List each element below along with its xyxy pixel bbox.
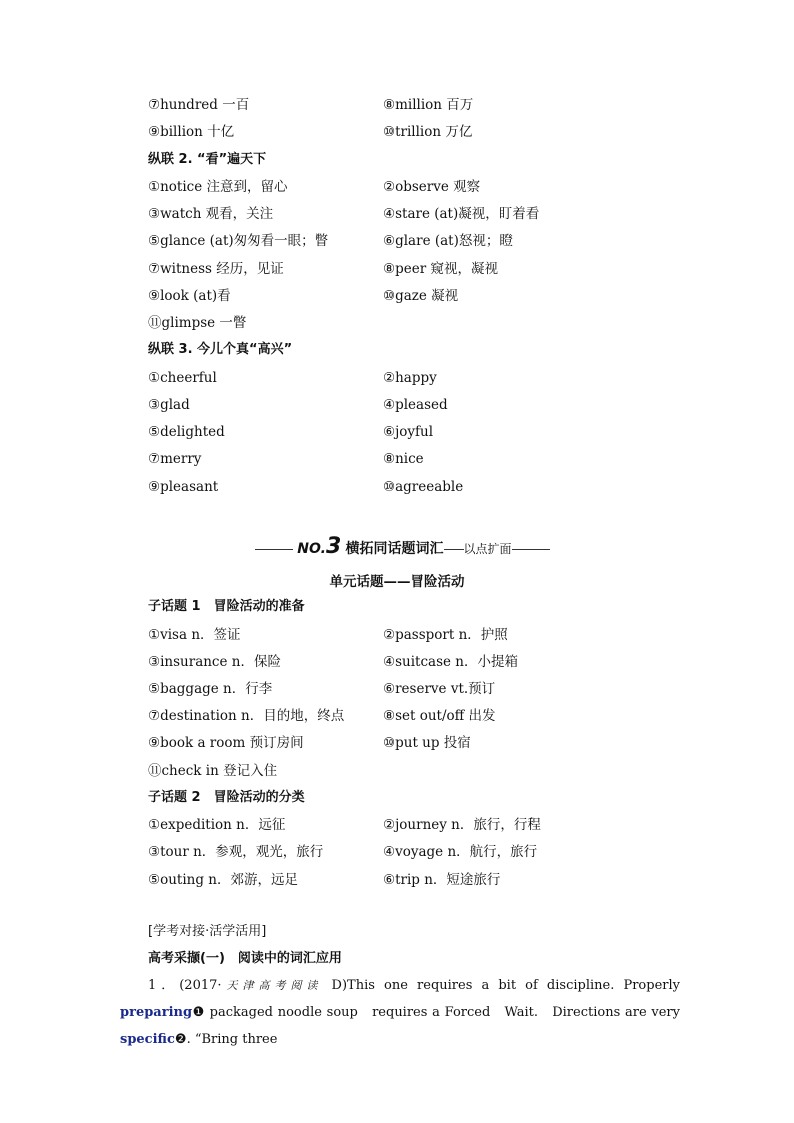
group-heading: 纵联 2. “看”遍天下 [148,152,267,167]
vocab-item: ②happy [383,370,437,386]
vocab-item: ⑧million 百万 [383,97,474,113]
vocab-item: ①expedition n．远征 [148,817,286,833]
vocab-row [148,679,688,699]
vocab-row [148,286,688,306]
divider [512,549,550,550]
vocab-item: ④voyage n．航行，旅行 [383,844,538,860]
vocab-row [148,652,688,672]
vocab-row [148,625,688,645]
vocab-item: ⑦hundred 一百 [148,97,250,113]
vocab-item: ⑤delighted [148,424,225,440]
vocab-item: ⑪check in 登记入住 [148,763,278,779]
divider [255,549,293,550]
vocab-item: ②observe 观察 [383,179,481,195]
subtopic-heading: 子话题 1 冒险活动的准备 [148,599,305,614]
vocab-row [148,477,688,497]
vocab-row [148,761,688,781]
divider [444,549,464,550]
vocab-row [148,259,688,279]
passage-source: 天津高考阅读 [221,979,323,992]
vocab-item: ③glad [148,397,190,413]
gaokao-heading: 高考采撷(一) 阅读中的词汇应用 [148,951,342,966]
vocab-item: ⑨look (at)看 [148,288,231,304]
vocab-row [148,368,688,388]
subtopic-heading: 子话题 2 冒险活动的分类 [148,790,305,805]
vocab-item: ⑧nice [383,451,424,467]
vocab-item: ①visa n．签证 [148,627,241,643]
vocab-row [148,395,688,415]
vocab-row [148,313,688,333]
passage-text: packaged noodle soup requires a Forced Wait. Directions are very [204,1005,680,1020]
marker-badge: ❶ [192,1005,205,1020]
vocab-item: ⑨billion 十亿 [148,124,235,140]
vocab-item: ⑩put up 投宿 [383,735,471,751]
vocab-item: ⑤baggage n．行李 [148,681,273,697]
marker-badge: ❷ [174,1032,187,1047]
vocab-item: ②passport n．护照 [383,627,508,643]
vocab-item: ⑩agreeable [383,479,464,495]
vocab-item: ④pleased [383,397,448,413]
vocab-item: ⑩trillion 万亿 [383,124,473,140]
vocab-item: ⑦merry [148,451,202,467]
vocab-row [148,231,688,251]
vocab-item: ⑧peer 窥视，凝视 [383,261,498,277]
highlight-word: preparing [120,1005,193,1020]
vocab-row [148,204,688,224]
vocab-item: ⑪glimpse 一瞥 [148,315,247,331]
vocab-row [148,733,688,753]
vocab-item: ①cheerful [148,370,217,386]
vocab-item: ③insurance n．保险 [148,654,281,670]
vocab-row [148,449,688,469]
vocab-row [148,842,688,862]
reading-passage [120,972,680,1053]
group-heading: 纵联 3. 今儿个真“高兴” [148,342,293,357]
section-no-prefix: NO. [297,541,326,557]
vocab-item: ③tour n．参观，观光，旅行 [148,844,324,860]
vocab-row [148,706,688,726]
passage-text: 1．(2017· [148,978,222,993]
section-subtitle: 以点扩面 [463,542,512,556]
vocab-item: ⑥trip n．短途旅行 [383,872,501,888]
vocab-item: ⑥glare (at)怒视；瞪 [383,233,513,249]
section-header [255,536,575,558]
vocab-item: ⑤glance (at)匆匆看一眼；瞥 [148,233,329,249]
vocab-item: ①notice 注意到，留心 [148,179,288,195]
vocab-row [148,815,688,835]
vocab-item: ⑦witness 经历，见证 [148,261,284,277]
practice-bracket-heading: [学考对接·活学活用] [148,924,267,939]
unit-topic: 单元话题——冒险活动 [329,574,465,590]
passage-text: . “Bring three [186,1032,278,1047]
vocab-row [148,422,688,442]
section-title: 横拓同话题词汇 [345,541,444,557]
vocab-item: ⑩gaze 凝视 [383,288,459,304]
section-no-number: 3 [325,534,342,559]
vocab-item: ⑧set out/off 出发 [383,708,496,724]
vocab-row [148,95,688,115]
vocab-item: ④stare (at)凝视，盯着看 [383,206,540,222]
vocab-item: ③watch 观看，关注 [148,206,274,222]
vocab-row [148,122,688,142]
vocab-row [148,870,688,890]
vocab-item: ⑤outing n．郊游，远足 [148,872,298,888]
vocab-item: ⑦destination n．目的地，终点 [148,708,345,724]
vocab-item: ⑥reserve vt.预订 [383,681,496,697]
vocab-item: ②journey n．旅行，行程 [383,817,541,833]
vocab-item: ④suitcase n．小提箱 [383,654,518,670]
passage-text: D)This one requires a bit of discipline. Properly [322,978,680,993]
vocab-row [148,177,688,197]
highlight-word: specific [120,1032,175,1047]
vocab-item: ⑨book a room 预订房间 [148,735,304,751]
vocab-item: ⑨pleasant [148,479,219,495]
vocab-item: ⑥joyful [383,424,434,440]
